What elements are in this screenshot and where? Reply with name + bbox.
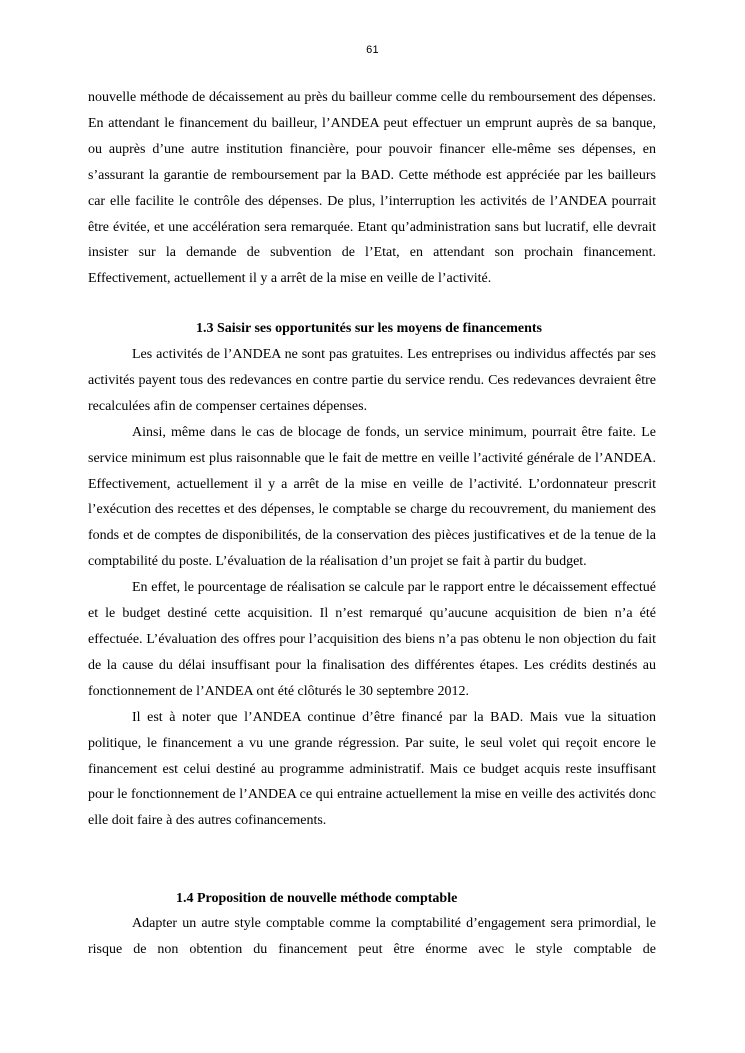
section-heading-1-3: 1.3 Saisir ses opportunités sur les moyens de financements	[196, 321, 543, 336]
paragraph-financement-bad: Il est à noter que l’ANDEA continue d’être financé par la BAD. Mais vue la situation politique, le financement a vu une grande régression. Par suite, le seul volet qui reçoit encore le financement est celui destiné au programme administratif. Mais ce budget acquis reste insuffisant pour le fonctionnement de l’ANDEA ce qui entraine actuellement la mise en veille des activités donc elle doit faire à des autres cofinancements.	[88, 709, 656, 829]
opening-text-block	[88, 85, 656, 292]
section-1-4-body	[88, 911, 656, 963]
paragraph-redevances: Les activités de l’ANDEA ne sont pas gratuites. Les entreprises ou individus affectés par ses activités payent tous des redevances en contre partie du service rendu. Ces redevances devraient être recalculées afin de compenser certaines dépenses.	[88, 347, 656, 414]
section-1-3-body	[88, 342, 656, 834]
paragraph-pourcentage-realisation: En effet, le pourcentage de réalisation se calcule par le rapport entre le décaissement effectué et le budget destiné cette acquisition. Il n’est remarqué qu’aucune acquisition de bien n’a été effectuée. L’évaluation des offres pour l’acquisition des biens n’a pas obtenu le non objection du fait de la cause du délai insuffisant pour la finalisation des différentes étapes. Les crédits destinés au fonctionnement de l’ANDEA ont été clôturés le 30 septembre 2012.	[88, 580, 656, 699]
paragraph-service-minimum: Ainsi, même dans le cas de blocage de fonds, un service minimum, pourrait être faite. Le service minimum est plus raisonnable que le fait de mettre en veille l’activité générale de l’ANDEA. Effectivement, actuellement il y a arrêt de la mise en veille de l’activité. L’ordonnateur prescrit l’exécution des recettes et des dépenses, le comptable se charge du recouvrement, du maniement des fonds et de comptes de disponibilités, de la conservation des pièces justificatives et de la tenue de la comptabilité du poste. L’évaluation de la réalisation d’un projet se fait à partir du budget.	[88, 424, 656, 570]
paragraph-nouvelle-methode: Adapter un autre style comptable comme la comptabilité d’engagement sera primordial, le risque de non obtention du financement peut être énorme avec le style comptable de	[88, 916, 656, 957]
page-number: 61	[366, 44, 379, 56]
section-heading-1-4: 1.4 Proposition de nouvelle méthode comptable	[176, 891, 458, 906]
paragraph-continuation: nouvelle méthode de décaissement au près du bailleur comme celle du remboursement des dépenses. En attendant le financement du bailleur, l’ANDEA peut effectuer un emprunt auprès de sa banque, ou auprès d’une autre institution financière, pour pouvoir financer elle-même ses dépenses, en s’assurant la garantie de remboursement par la BAD. Cette méthode est appréciée par les bailleurs car elle facilite le contrôle des dépenses. De plus, l’interruption les activités de l’ANDEA pourrait être évitée, et une accélération sera remarquée. Etant qu’administration sans but lucratif, elle devrait insister sur la demande de subvention de l’Etat, en attendant son prochain financement. Effectivement, actuellement il y a arrêt de la mise en veille de l’activité.	[88, 90, 656, 287]
